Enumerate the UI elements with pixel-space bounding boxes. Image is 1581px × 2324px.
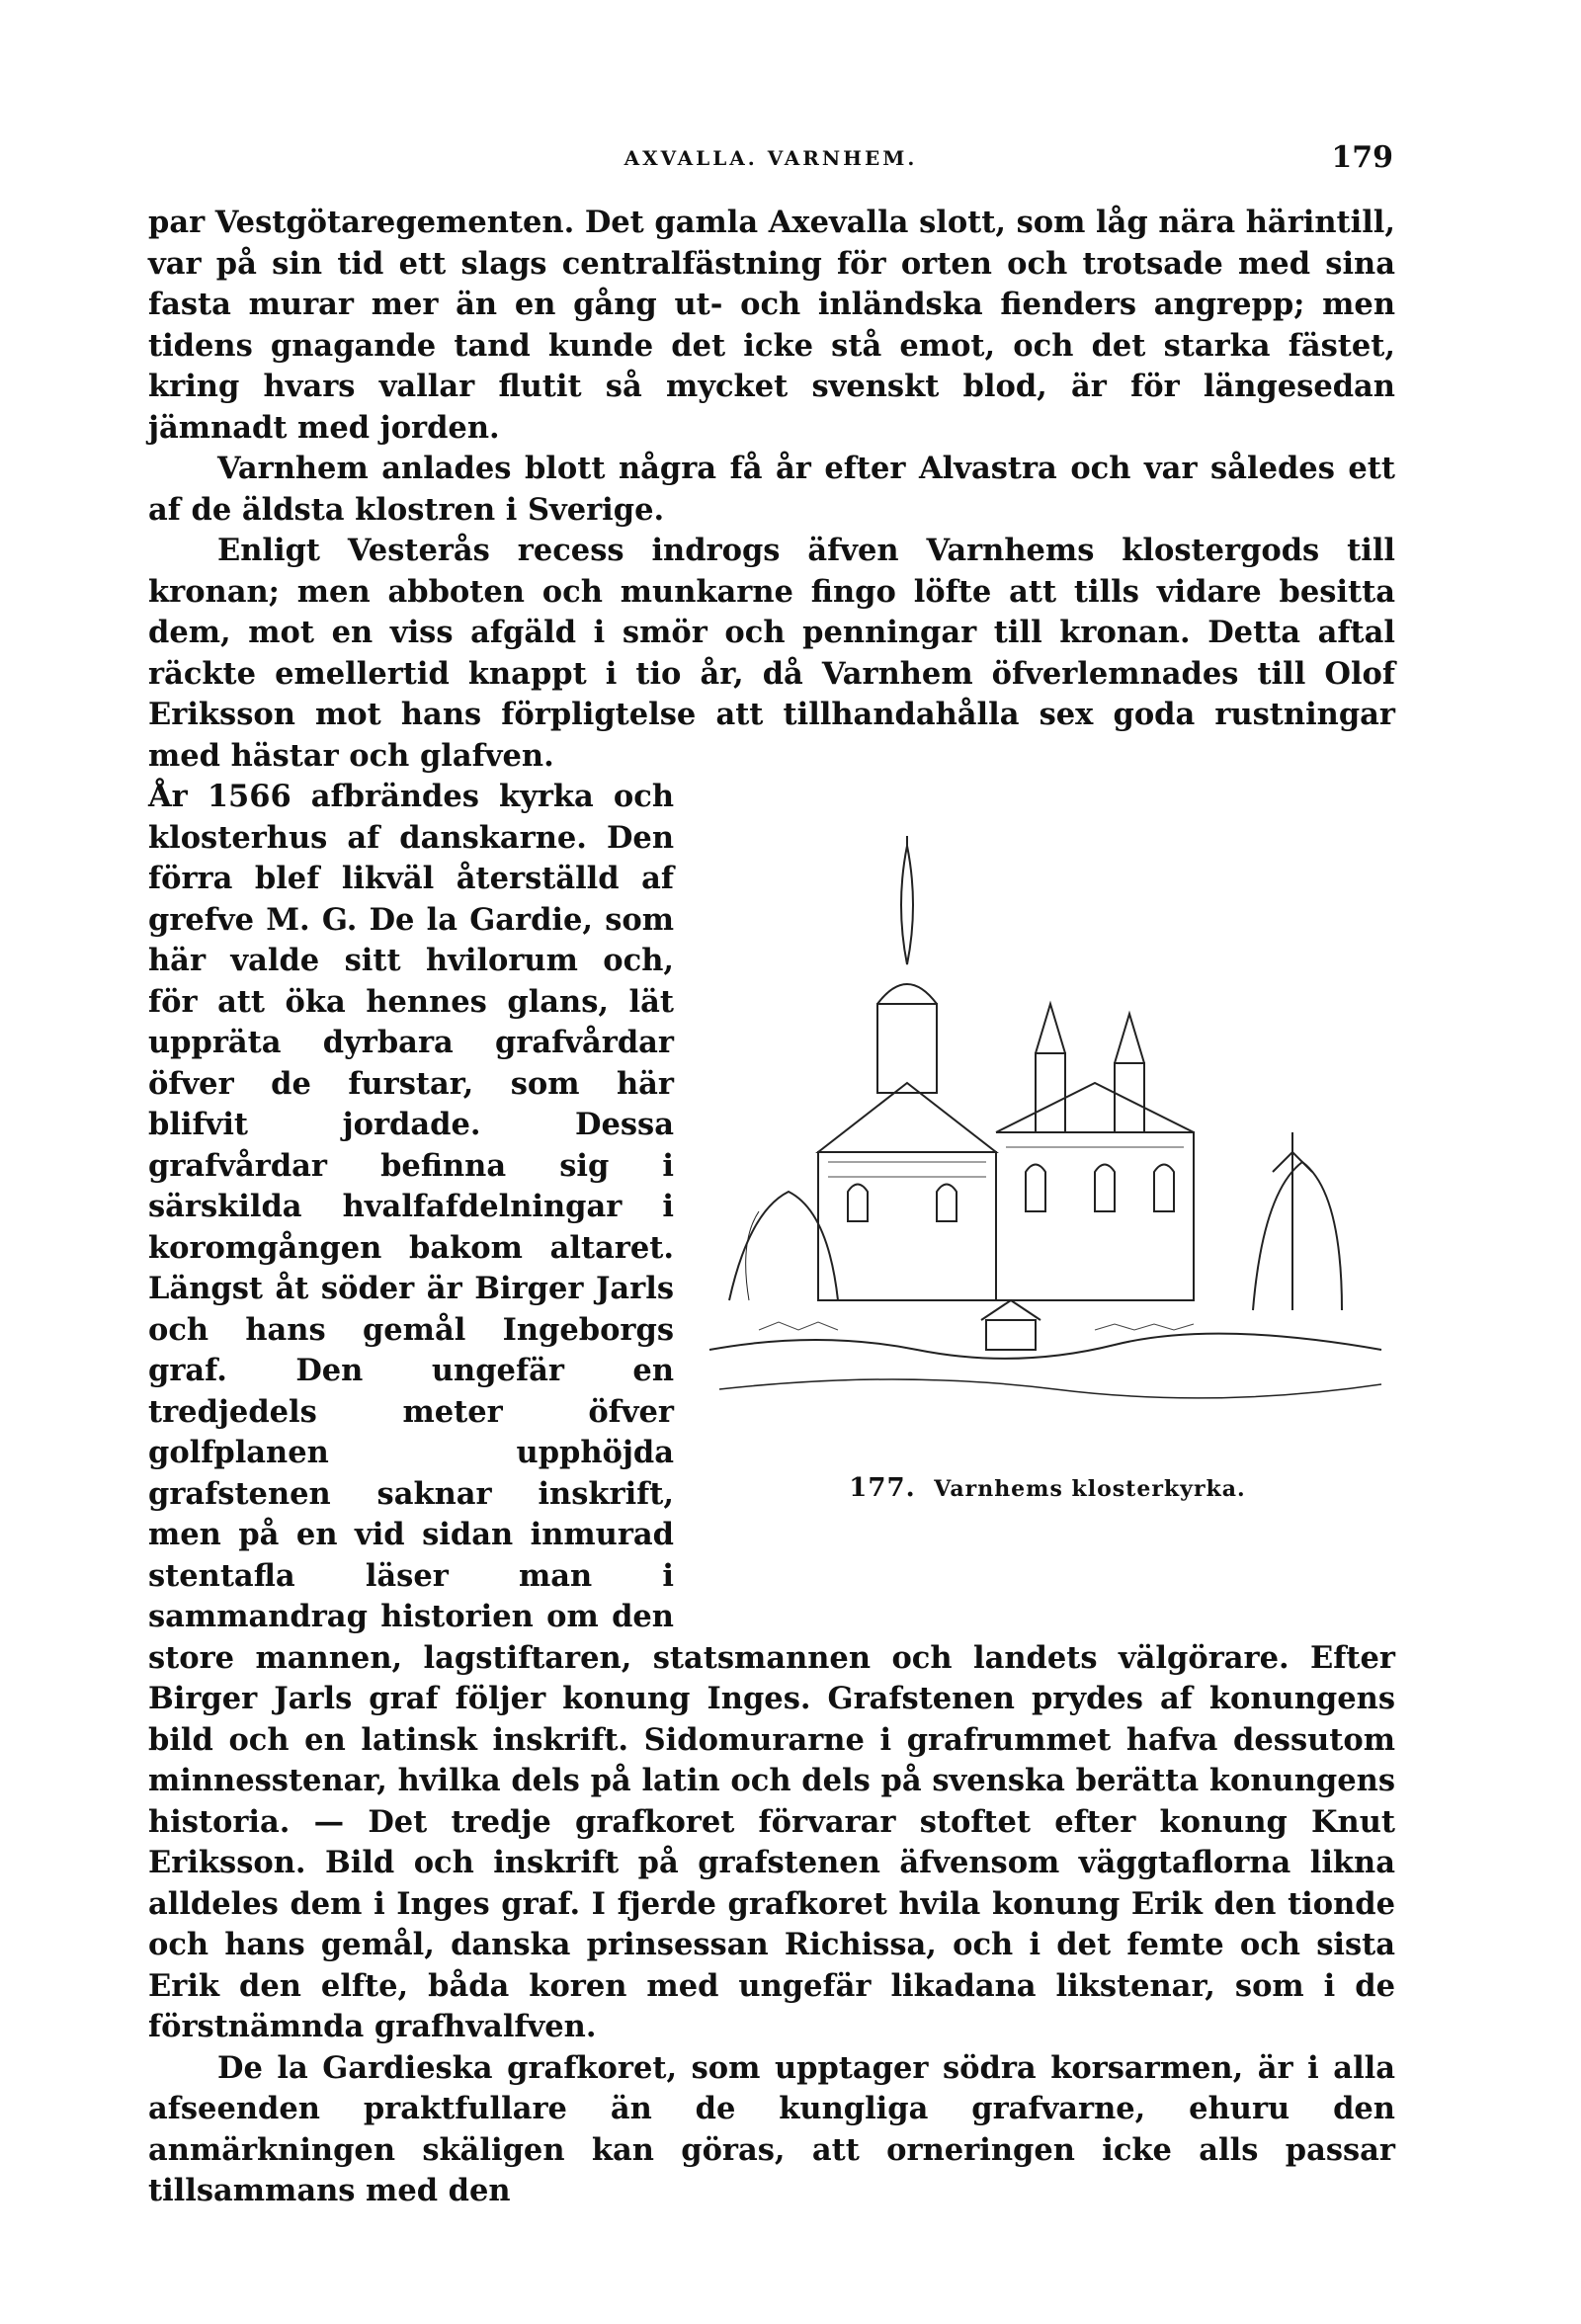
paragraph-3: Enligt Vesterås recess indrogs äfven Varnhems klostergods till kronan; men abboten och munkarne fingo löfte att tills vidare besitta dem, mot en viss afgäld i smör och penningar till kronan. Detta aftal räckte emellertid knappt i tio år, då Varnhem öfverlemnades till Olof Eriksson mot hans förpligtelse att tillhandahålla sex goda rustningar med hästar och glafven. [148,533,1395,774]
figure-caption-text: Varnhems klosterkyrka. [934,1476,1246,1502]
page-number: 179 [1331,140,1393,175]
figure-caption [700,1468,1395,1511]
figure-number: 177. [849,1473,916,1503]
paragraph-4: År 1566 afbrändes kyrka och klosterhus af danskarne. Den förra blef likväl återställd af grefve M. G. De la Gardie, som här valde sitt hvilorum och, för att öka hennes glans, lät uppräta dyrbara grafvårdar öfver de furstar, som här blifvit jordade. Dessa grafvårdar befinna sig i särskilda hvalfafdelningar i koromgången bakom altaret. Längst åt söder är Birger Jarls och hans gemål Ingeborgs graf. Den ungefär en tredjedels meter öfver golfplanen upphöjda grafstenen saknar inskrift, men på en vid sidan inmurad stentafla läser man i sammandrag historien om den store mannen, lagstiftaren, statsmannen och landets välgörare. Efter Birger Jarls graf följer konung Inges. Grafstenen prydes af konungens bild och en latinsk inskrift. Sidomurarne i grafrummet hafva dessutom minnesstenar, hvilka dels på latin och dels på svenska berätta konungens historia. — Det tredje grafkoret förvarar stoftet efter konung Knut Eriksson. Bild och inskrift på grafstenen äfvensom väggtaflorna likna alldeles dem i Inges graf. I fjerde grafkoret hvila konung Erik den tionde och hans gemål, danska prinsessan Richissa, och i det femte och sista Erik den elfte, båda koren med ungefär likadana likstenar, som i de förstnämnda grafhvalfven. [148,779,1395,2044]
paragraph-5: De la Gardieska grafkoret, som upptager södra korsarmen, är i alla afseenden praktfullare än de kungliga grafvarne, ehuru den anmärkningen skäligen kan göras, att orneringen icke alls passar tillsammans med den [148,2049,1395,2208]
paragraph-1: par Vestgötaregementen. Det gamla Axevalla slott, som låg nära härintill, var på sin tid ett slags centralfästning för orten och trotsade med sina fasta murar mer än en gång ut- och inländska fienders angrepp; men tidens gnagande tand kunde det icke stå emot, och det starka fästet, kring hvars vallar flutit så mycket svenskt blod, är för längesedan jämnadt med jorden. [148,205,1395,446]
church-engraving-illustration [700,836,1391,1468]
figure-177 [700,777,1395,1628]
body-text [148,203,1395,2212]
page-header [148,140,1393,186]
running-title: AXVALLA. VARNHEM. [624,146,918,170]
paragraph-2: Varnhem anlades blott några få år efter Alvastra och var således ett af de äldsta klostren i Sverige. [148,451,1395,528]
